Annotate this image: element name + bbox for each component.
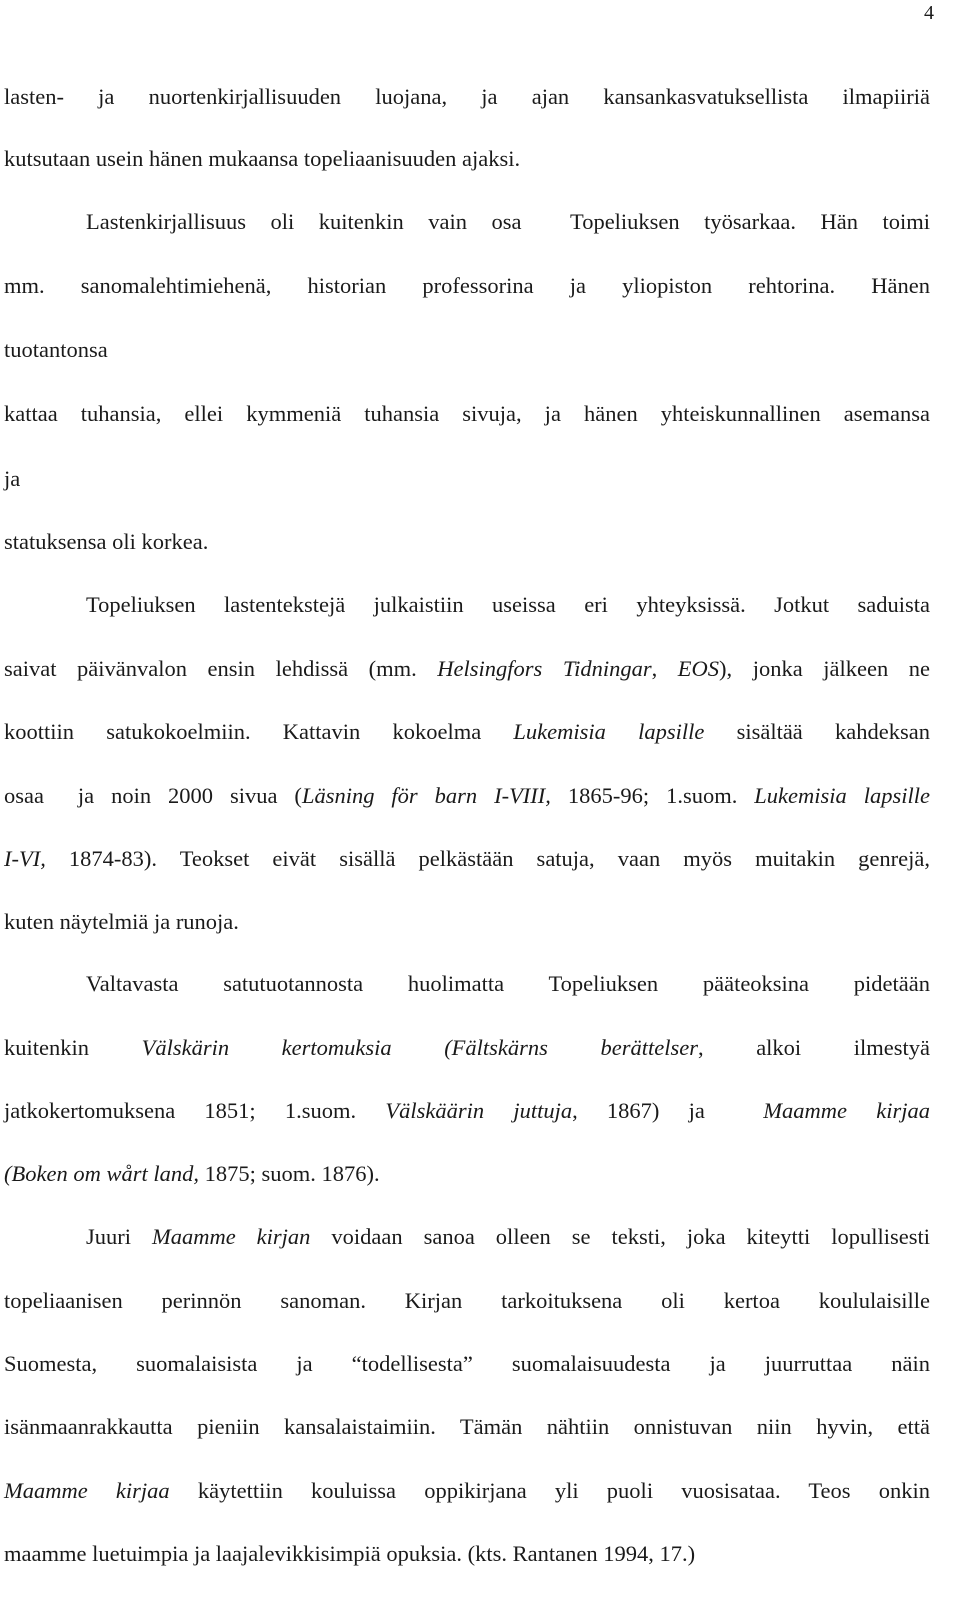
text-line — [4, 336, 930, 364]
text-segment: Lastenkirjallisuus oli kuitenkin vain osa Topeliuksen työsarkaa. Hän toimi — [86, 209, 930, 234]
text-line — [4, 400, 930, 428]
italic-text-segment: Maamme kirjaa — [4, 1478, 170, 1503]
text-segment: statuksensa oli korkea. — [4, 529, 209, 554]
text-line — [4, 1034, 930, 1062]
italic-text-segment: Maamme kirjaa — [763, 1098, 930, 1123]
text-line — [4, 655, 930, 683]
text-segment: ja — [4, 466, 21, 491]
text-line — [4, 145, 930, 173]
text-line — [4, 1097, 930, 1125]
text-segment: kutsutaan usein hänen mukaansa topeliaanisuuden ajaksi. — [4, 146, 521, 171]
text-segment: , — [651, 656, 678, 681]
text-segment: ), jonka jälkeen ne — [719, 656, 930, 681]
text-segment: kattaa tuhansia, ellei kymmeniä tuhansia sivuja, ja hänen yhteiskunnallinen asemansa — [4, 401, 930, 426]
text-segment: 1874-83). Teokset eivät sisällä pelkästään satuja, vaan myös muitakin genrejä, — [45, 846, 930, 871]
italic-text-segment: Helsingfors Tidningar — [437, 656, 652, 681]
text-segment: jatkokertomuksena 1851; 1.suom. — [4, 1098, 386, 1123]
italic-text-segment: I-VI, — [4, 846, 46, 871]
text-line — [4, 782, 930, 810]
text-segment: käytettiin kouluissa oppikirjana yli puoli vuosisataa. Teos onkin — [169, 1478, 930, 1503]
italic-text-segment: EOS — [677, 656, 720, 681]
text-segment: tuotantonsa — [4, 337, 108, 362]
text-segment: isänmaanrakkautta pieniin kansalaistaimiin. Tämän nähtiin onnistuvan niin hyvin, että — [4, 1414, 930, 1439]
text-line — [86, 1223, 930, 1251]
text-line — [4, 718, 930, 746]
text-segment: saivat päivänvalon ensin lehdissä (mm. — [4, 656, 438, 681]
italic-text-segment: Välskäärin juttuja — [385, 1098, 573, 1123]
text-segment: , 1867) ja — [572, 1098, 764, 1123]
text-line — [4, 272, 930, 300]
text-line — [4, 1413, 930, 1441]
text-segment: sisältää kahdeksan — [704, 719, 930, 744]
text-line — [4, 908, 930, 936]
italic-text-segment: Läsning för barn I-VIII, — [301, 783, 551, 808]
text-line — [4, 845, 930, 873]
text-segment: lasten- ja nuortenkirjallisuuden luojana, ja ajan kansankasvatuksellista ilmapiiriä — [4, 84, 930, 109]
text-segment: Topeliuksen lastentekstejä julkaistiin useissa eri yhteyksissä. Jotkut saduista — [86, 592, 930, 617]
text-line — [4, 1160, 930, 1188]
text-segment: , alkoi ilmestyä — [698, 1035, 930, 1060]
text-line — [4, 83, 930, 111]
text-segment: Juuri — [86, 1224, 152, 1249]
italic-text-segment: Maamme kirjan — [151, 1224, 311, 1249]
italic-text-segment: (Boken om wårt land, — [4, 1161, 199, 1186]
text-segment: osaa ja noin 2000 sivua ( — [4, 783, 302, 808]
text-line — [4, 1477, 930, 1505]
italic-text-segment: Lukemisia lapsille — [513, 719, 705, 744]
text-segment: mm. sanomalehtimiehenä, historian professorina ja yliopiston rehtorina. Hänen — [4, 273, 930, 298]
text-line — [4, 465, 930, 493]
text-segment: 1875; suom. 1876). — [198, 1161, 380, 1186]
text-segment: topeliaanisen perinnön sanoman. Kirjan tarkoituksena oli kertoa koululaisille — [4, 1288, 930, 1313]
text-line — [4, 1540, 930, 1568]
page-number: 4 — [924, 2, 934, 24]
text-line — [86, 970, 930, 998]
text-segment: 1865-96; 1.suom. — [550, 783, 755, 808]
text-line — [4, 1350, 930, 1378]
text-segment: maamme luetuimpia ja laajalevikkisimpiä opuksia. (kts. Rantanen 1994, 17.) — [4, 1541, 696, 1566]
text-segment: Valtavasta satutuotannosta huolimatta Topeliuksen pääteoksina pidetään — [86, 971, 930, 996]
text-line — [4, 1287, 930, 1315]
italic-text-segment: Lukemisia lapsille — [754, 783, 930, 808]
text-line — [86, 591, 930, 619]
text-segment: voidaan sanoa olleen se teksti, joka kiteytti lopullisesti — [310, 1224, 931, 1249]
text-line — [4, 528, 930, 556]
text-segment: koottiin satukokoelmiin. Kattavin kokoelma — [4, 719, 514, 744]
italic-text-segment: Välskärin kertomuksia (Fältskärns berättelser — [141, 1035, 698, 1060]
text-segment: kuitenkin — [4, 1035, 142, 1060]
text-segment: Suomesta, suomalaisista ja “todellisesta” suomalaisuudesta ja juurruttaa näin — [4, 1351, 930, 1376]
text-segment: kuten näytelmiä ja runoja. — [4, 909, 239, 934]
text-line — [86, 208, 930, 236]
